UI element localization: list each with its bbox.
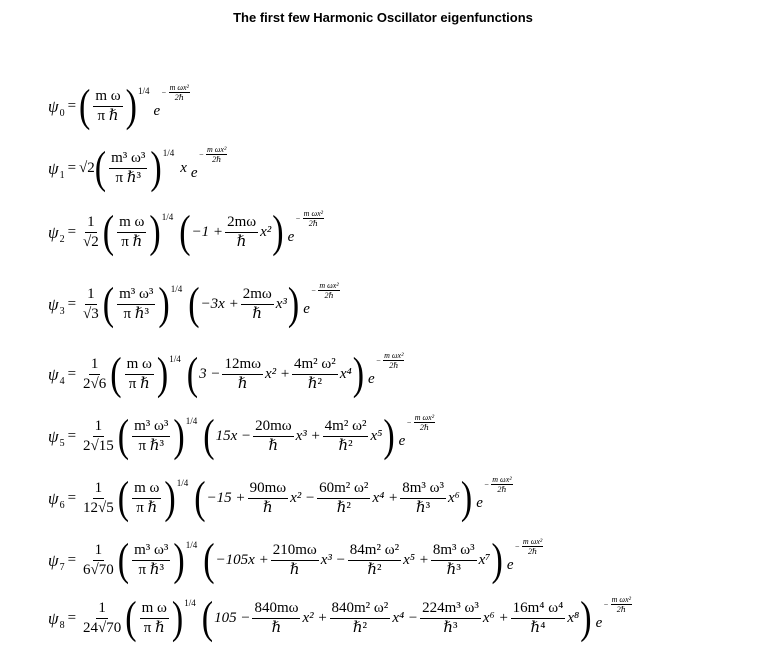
poly-fraction-1 — [253, 418, 294, 455]
poly-fraction-2 — [323, 418, 369, 455]
exponent-fraction — [303, 209, 324, 228]
poly-tail-1: x² − — [290, 490, 316, 506]
poly-fraction-1-denominator: ℏ — [271, 620, 282, 636]
psi-label — [48, 489, 65, 509]
poly-fraction-1-denominator: ℏ — [263, 500, 273, 516]
prefactor-power: 1/4 — [170, 284, 183, 294]
normalization-coefficient-numerator: 1 — [93, 542, 105, 561]
prefactor-fraction — [109, 150, 147, 187]
page-title: The first few Harmonic Oscillator eigenfunctions — [233, 10, 533, 25]
equation-psi-3 — [48, 278, 763, 329]
poly-tail-4: x⁸ — [567, 610, 580, 626]
equals-sign: = — [67, 610, 77, 626]
exponent-minus: − — [310, 286, 317, 295]
exponent-fraction-denominator: 2ℏ — [308, 219, 318, 228]
poly-fraction-4-denominator: ℏ⁴ — [530, 620, 546, 636]
right-paren: ) — [156, 348, 169, 399]
poly-term-0: −3x + — [200, 296, 239, 312]
normalization-coefficient — [81, 214, 101, 251]
e-base: e — [190, 165, 198, 181]
poly-term-0: 15x − — [215, 428, 252, 444]
hermite-polynomial — [201, 592, 592, 643]
prefactor-power: 1/4 — [184, 598, 196, 608]
normalization-coefficient-numerator: 1 — [85, 214, 97, 233]
right-paren: ) — [580, 592, 592, 643]
prefactor-parens — [102, 278, 170, 329]
normalization-coefficient — [81, 480, 116, 517]
normalization-coefficient-denominator: 6√70 — [83, 562, 114, 578]
poly-fraction-1 — [241, 286, 274, 323]
prefactor-fraction-denominator: π ℏ — [128, 376, 150, 392]
normalization-coefficient — [81, 600, 123, 637]
hermite-polynomial — [203, 534, 503, 585]
poly-tail-1: x² — [260, 224, 272, 240]
prefactor-power: 1/4 — [161, 212, 174, 222]
equation-psi-0 — [48, 80, 763, 131]
poly-tail-2: x⁴ — [339, 366, 352, 382]
poly-fraction-1-denominator: ℏ — [237, 376, 248, 392]
prefactor — [110, 348, 181, 399]
prefactor — [79, 80, 150, 131]
psi-symbol: ψ — [48, 364, 59, 384]
poly-tail-2: x⁵ + — [403, 552, 429, 568]
left-paren: ( — [102, 278, 115, 329]
equation-psi-5 — [48, 410, 763, 461]
equation-psi-4 — [48, 348, 763, 399]
exponent — [161, 83, 192, 102]
poly-fraction-1-denominator: ℏ — [268, 438, 279, 454]
right-paren: ) — [158, 278, 170, 329]
gaussian-exponential — [190, 145, 229, 182]
left-paren: ( — [188, 278, 200, 329]
poly-fraction-4 — [511, 600, 566, 637]
poly-fraction-1-numerator: 90mω — [248, 480, 289, 499]
prefactor-fraction — [132, 480, 161, 517]
exponent-minus: − — [295, 214, 301, 223]
equation-psi-7 — [48, 534, 763, 585]
prefactor-parens — [125, 592, 184, 643]
poly-tail-3: x⁶ + — [482, 610, 509, 626]
poly-fraction-2 — [292, 356, 338, 393]
prefactor-fraction-numerator: m ω — [140, 600, 169, 619]
poly-fraction-2-numerator: 840m² ω² — [330, 600, 391, 619]
poly-fraction-3-numerator: 8m³ ω³ — [400, 480, 446, 499]
exponent-fraction-numerator: m ωx² — [206, 145, 227, 154]
normalization-coefficient-denominator: 24√70 — [83, 620, 122, 636]
prefactor-fraction-numerator: m³ ω³ — [117, 286, 155, 305]
gaussian-exponential — [595, 595, 634, 632]
prefactor-power: 1/4 — [169, 354, 181, 364]
exponent-fraction-numerator: m ωx² — [319, 281, 339, 290]
right-paren: ) — [352, 348, 365, 399]
equation-psi-2 — [48, 206, 763, 257]
gaussian-exponential — [506, 537, 545, 574]
exponent-minus: − — [375, 356, 382, 365]
psi-index: 4 — [59, 375, 65, 387]
normalization-coefficient-numerator: 1 — [85, 286, 97, 305]
left-paren: ( — [203, 534, 215, 585]
psi-index: 0 — [59, 107, 65, 119]
equation-psi-8 — [48, 592, 763, 643]
gaussian-exponential — [287, 209, 326, 246]
normalization-coefficient — [81, 418, 116, 455]
left-paren: ( — [117, 410, 130, 461]
equals-sign: = — [67, 490, 77, 506]
poly-fraction-1-denominator: ℏ — [252, 306, 263, 322]
psi-label — [48, 609, 65, 629]
prefactor — [117, 472, 189, 523]
exponent-minus: − — [161, 88, 167, 97]
prefactor-fraction-numerator: m ω — [125, 356, 154, 375]
normalization-coefficient-denominator: 12√5 — [83, 500, 114, 516]
exponent — [311, 281, 342, 300]
poly-fraction-2-numerator: 4m² ω² — [292, 356, 338, 375]
left-paren: ( — [186, 348, 199, 399]
prefactor-fraction — [117, 214, 146, 251]
normalization-coefficient — [81, 286, 101, 323]
exponent-fraction — [414, 413, 435, 432]
prefactor — [117, 534, 198, 585]
exponent-fraction — [169, 83, 190, 102]
poly-fraction-1 — [248, 480, 289, 517]
prefactor-power: 1/4 — [176, 478, 189, 488]
left-paren: ( — [79, 80, 91, 131]
psi-label — [48, 551, 65, 571]
psi-label — [48, 97, 65, 117]
exponent-fraction-numerator: m ωx² — [414, 413, 435, 422]
hermite-polynomial — [203, 410, 395, 461]
right-paren: ) — [125, 80, 137, 131]
prefactor-fraction-denominator: π ℏ — [136, 500, 158, 516]
prefactor-fraction-numerator: m ω — [117, 214, 146, 233]
poly-fraction-3-denominator: ℏ³ — [416, 500, 431, 516]
exponent-fraction — [318, 281, 339, 300]
exponent-fraction — [206, 145, 227, 164]
prefactor-fraction — [140, 600, 169, 637]
normalization-coefficient-numerator: 1 — [89, 356, 101, 375]
prefactor-fraction-numerator: m ω — [132, 480, 161, 499]
left-paren: ( — [201, 592, 214, 643]
poly-tail-2: x⁴ − — [392, 610, 419, 626]
equals-sign: = — [67, 366, 77, 382]
x-factor: x — [180, 160, 187, 176]
left-paren: ( — [179, 206, 191, 257]
normalization-coefficient-denominator: √2 — [83, 234, 99, 250]
poly-fraction-3-numerator: 224m³ ω³ — [420, 600, 481, 619]
e-base: e — [153, 103, 161, 119]
prefactor-power: 1/4 — [185, 416, 198, 426]
prefactor-parens — [110, 348, 169, 399]
prefactor-parens — [117, 472, 176, 523]
exponent-minus: − — [198, 150, 204, 159]
prefactor-fraction-denominator: π ℏ³ — [123, 306, 149, 322]
psi-symbol: ψ — [48, 550, 59, 570]
exponent — [406, 413, 437, 432]
prefactor-power: 1/4 — [162, 148, 175, 158]
exponent-fraction-denominator: 2ℏ — [324, 291, 334, 300]
exponent-fraction-denominator: 2ℏ — [212, 155, 222, 164]
equation-psi-6 — [48, 472, 763, 523]
left-paren: ( — [117, 472, 130, 523]
poly-tail-1: x³ − — [320, 552, 346, 568]
right-paren: ) — [149, 206, 161, 257]
normalization-coefficient-denominator: √3 — [83, 306, 99, 322]
poly-term-0: −1 + — [191, 224, 224, 240]
exponent — [484, 475, 515, 494]
psi-label — [48, 427, 65, 447]
prefactor — [117, 410, 198, 461]
psi-index: 5 — [59, 437, 65, 449]
poly-fraction-1 — [222, 356, 263, 393]
equation-psi-1 — [48, 142, 763, 193]
prefactor-fraction-denominator: π ℏ³ — [138, 562, 164, 578]
prefactor — [102, 206, 174, 257]
poly-fraction-2-denominator: ℏ² — [336, 500, 351, 516]
equals-sign: = — [67, 98, 77, 114]
right-paren: ) — [460, 472, 473, 523]
e-base: e — [287, 229, 295, 245]
normalization-coefficient — [81, 542, 116, 579]
exponent-minus: − — [483, 480, 490, 489]
prefactor-fraction — [93, 88, 122, 125]
poly-fraction-3 — [400, 480, 446, 517]
prefactor-fraction — [132, 418, 170, 455]
right-paren: ) — [173, 534, 185, 585]
left-paren: ( — [194, 472, 206, 523]
psi-symbol: ψ — [48, 488, 59, 508]
prefactor-parens — [94, 142, 162, 193]
psi-index: 1 — [59, 169, 65, 181]
psi-symbol: ψ — [48, 96, 59, 116]
equals-sign: = — [67, 160, 77, 176]
poly-fraction-1-numerator: 2mω — [241, 286, 274, 305]
prefactor-fraction-numerator: m³ ω³ — [132, 418, 170, 437]
poly-fraction-2-denominator: ℏ² — [367, 562, 382, 578]
exponent-fraction — [491, 475, 512, 494]
poly-fraction-2-denominator: ℏ² — [338, 438, 353, 454]
psi-label — [48, 365, 65, 385]
right-paren: ) — [173, 410, 185, 461]
psi-index: 8 — [59, 619, 65, 631]
hermite-polynomial — [186, 348, 365, 399]
exponent-fraction — [522, 537, 543, 556]
poly-fraction-1-numerator: 12mω — [222, 356, 263, 375]
prefactor-fraction-denominator: π ℏ — [97, 108, 119, 124]
psi-index: 6 — [59, 499, 65, 511]
poly-fraction-4-numerator: 16m⁴ ω⁴ — [511, 600, 566, 619]
exponent-fraction — [611, 595, 632, 614]
equals-sign: = — [67, 224, 77, 240]
left-paren: ( — [125, 592, 137, 643]
left-paren: ( — [110, 348, 122, 399]
prefactor-power: 1/4 — [137, 86, 150, 96]
hermite-polynomial — [179, 206, 284, 257]
exponent-fraction-denominator: 2ℏ — [174, 93, 184, 102]
right-paren: ) — [171, 592, 184, 643]
prefactor-fraction — [117, 286, 155, 323]
poly-tail-3: x⁶ — [447, 490, 460, 506]
exponent — [376, 351, 407, 370]
poly-fraction-3-numerator: 8m³ ω³ — [431, 542, 477, 561]
poly-fraction-1-numerator: 2mω — [225, 214, 258, 233]
exponent-fraction-denominator: 2ℏ — [497, 485, 507, 494]
exponent-minus: − — [603, 600, 609, 609]
psi-index: 3 — [59, 305, 65, 317]
normalization-coefficient — [81, 356, 108, 393]
psi-symbol: ψ — [48, 294, 59, 314]
poly-tail-3: x⁷ — [478, 552, 491, 568]
psi-label — [48, 295, 65, 315]
poly-term-0: −105x + — [215, 552, 269, 568]
poly-fraction-1-numerator: 20mω — [253, 418, 294, 437]
prefactor-parens — [79, 80, 137, 131]
psi-symbol: ψ — [48, 222, 59, 242]
equals-sign: = — [67, 552, 77, 568]
exponent-fraction-numerator: m ωx² — [522, 537, 543, 546]
exponent-minus: − — [406, 418, 412, 427]
right-paren: ) — [164, 472, 176, 523]
poly-fraction-3 — [431, 542, 477, 579]
normalization-coefficient-denominator: 2√6 — [83, 376, 107, 392]
left-paren: ( — [117, 534, 130, 585]
poly-fraction-2-denominator: ℏ² — [352, 620, 367, 636]
exponent-fraction-numerator: m ωx² — [303, 209, 324, 218]
prefactor-fraction-denominator: π ℏ³ — [115, 170, 141, 186]
exponent — [295, 209, 326, 228]
poly-term-0: −15 + — [206, 490, 246, 506]
left-paren: ( — [94, 142, 107, 193]
gaussian-exponential — [476, 475, 514, 512]
poly-fraction-1-denominator: ℏ — [289, 562, 300, 578]
e-base: e — [476, 495, 483, 511]
poly-tail-1: x³ — [275, 296, 287, 312]
equals-sign: = — [67, 428, 77, 444]
poly-tail-1: x³ + — [295, 428, 321, 444]
exponent-fraction-denominator: 2ℏ — [528, 547, 538, 556]
exponent — [199, 145, 230, 164]
prefactor-parens — [117, 534, 185, 585]
prefactor-power: 1/4 — [185, 540, 198, 550]
right-paren: ) — [287, 278, 300, 329]
psi-symbol: ψ — [48, 158, 59, 178]
psi-label — [48, 159, 65, 179]
poly-fraction-2 — [317, 480, 370, 517]
prefactor-parens — [117, 410, 185, 461]
poly-fraction-1-numerator: 210mω — [271, 542, 319, 561]
exponent — [515, 537, 546, 556]
exponent-fraction-numerator: m ωx² — [169, 83, 189, 92]
prefactor-fraction-denominator: π ℏ — [143, 620, 165, 636]
right-paren: ) — [491, 534, 503, 585]
poly-tail-1: x² + — [264, 366, 291, 382]
e-base: e — [303, 301, 310, 317]
poly-tail-2: x⁴ + — [372, 490, 399, 506]
poly-fraction-1 — [271, 542, 319, 579]
gaussian-exponential — [398, 413, 437, 450]
e-base: e — [506, 557, 514, 573]
prefactor-fraction-numerator: m ω — [93, 88, 122, 107]
exponent-fraction-denominator: 2ℏ — [616, 605, 626, 614]
prefactor-fraction-denominator: π ℏ³ — [138, 438, 164, 454]
left-paren: ( — [203, 410, 215, 461]
hermite-polynomial — [194, 472, 473, 523]
psi-symbol: ψ — [48, 426, 59, 446]
prefactor-fraction — [125, 356, 154, 393]
exponent-fraction-numerator: m ωx² — [492, 475, 512, 484]
prefactor-fraction-numerator: m³ ω³ — [109, 150, 147, 169]
prefactor-fraction — [132, 542, 170, 579]
poly-term-0: 105 − — [214, 610, 251, 626]
psi-symbol: ψ — [48, 608, 59, 628]
prefactor-fraction-denominator: π ℏ — [121, 234, 143, 250]
gaussian-exponential — [368, 351, 406, 388]
poly-fraction-2 — [330, 600, 391, 637]
prefactor-parens — [102, 206, 161, 257]
exponent-fraction-denominator: 2ℏ — [419, 423, 430, 432]
normalization-coefficient-numerator: 1 — [93, 480, 105, 499]
poly-tail-1: x² + — [302, 610, 328, 626]
poly-fraction-2-denominator: ℏ² — [307, 376, 322, 392]
prefactor — [102, 278, 183, 329]
psi-label — [48, 223, 65, 243]
right-paren: ) — [272, 206, 284, 257]
normalization-coefficient-numerator: 1 — [96, 600, 108, 619]
psi-index: 7 — [59, 561, 65, 573]
equals-sign: = — [67, 296, 77, 312]
e-base: e — [368, 371, 375, 387]
exponent-fraction-numerator: m ωx² — [384, 351, 404, 360]
prefactor — [94, 142, 175, 193]
poly-fraction-3-denominator: ℏ³ — [446, 562, 461, 578]
e-base: e — [595, 615, 603, 631]
poly-fraction-1-denominator: ℏ — [236, 234, 247, 250]
poly-fraction-2-numerator: 4m² ω² — [323, 418, 369, 437]
poly-fraction-2-numerator: 60m² ω² — [317, 480, 370, 499]
normalization-coefficient-numerator: 1 — [93, 418, 105, 437]
exponent-fraction-numerator: m ωx² — [611, 595, 632, 604]
poly-fraction-1-numerator: 840mω — [252, 600, 300, 619]
poly-fraction-3-denominator: ℏ³ — [443, 620, 458, 636]
poly-fraction-1 — [252, 600, 300, 637]
normalization-coefficient: √2 — [79, 160, 95, 176]
hermite-polynomial — [188, 278, 300, 329]
exponent-fraction-denominator: 2ℏ — [389, 361, 399, 370]
exponent-fraction — [383, 351, 404, 370]
e-base: e — [398, 433, 406, 449]
exponent — [603, 595, 634, 614]
prefactor-fraction-numerator: m³ ω³ — [132, 542, 170, 561]
psi-index: 2 — [59, 233, 65, 245]
poly-fraction-1 — [225, 214, 258, 251]
gaussian-exponential — [153, 83, 192, 120]
poly-tail-2: x⁵ — [370, 428, 383, 444]
poly-fraction-2 — [348, 542, 401, 579]
right-paren: ) — [150, 142, 162, 193]
poly-term-0: 3 − — [199, 366, 221, 382]
right-paren: ) — [383, 410, 395, 461]
left-paren: ( — [102, 206, 115, 257]
exponent-minus: − — [514, 542, 520, 551]
prefactor — [125, 592, 196, 643]
gaussian-exponential — [303, 281, 341, 318]
normalization-coefficient-denominator: 2√15 — [83, 438, 114, 454]
poly-fraction-3 — [420, 600, 481, 637]
poly-fraction-2-numerator: 84m² ω² — [348, 542, 401, 561]
